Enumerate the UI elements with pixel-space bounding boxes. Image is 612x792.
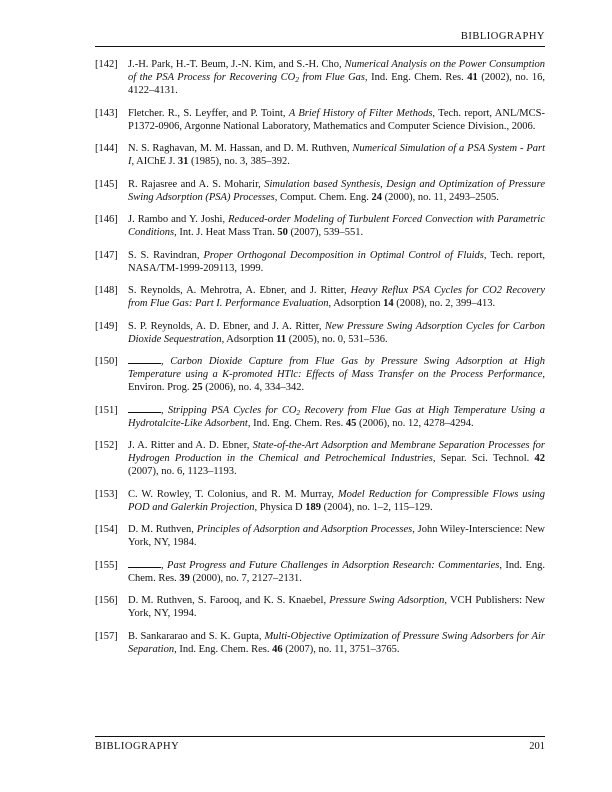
reference-title: State-of-the-Art Adsorption and Membrane Separation Processes for Hydrogen Production in the Chemical and Petrochemical Industries [128, 440, 545, 464]
reference-text: S. P. Reynolds, A. D. Ebner, and J. A. Ritter, [128, 320, 325, 332]
entry-label: [155] [95, 559, 118, 571]
entry-text [128, 355, 545, 394]
reference-text: , Environ. Prog. [128, 369, 545, 393]
reference-text: (2004), no. 1–2, 115–129. [320, 501, 433, 513]
bibliography-entry [95, 488, 545, 514]
reference-text: (2002), no. 16, 4122–4131. [128, 72, 546, 96]
bibliography-entry [95, 107, 545, 133]
reference-title: Reduced-order Modeling of Turbulent Forced Convection with Parametric Conditions [128, 214, 545, 238]
entry-label: [156] [95, 595, 118, 606]
reference-text: B. Sankararao and S. K. Gupta, [128, 630, 265, 642]
reference-text: Fletcher. R., S. Leyffer, and P. Toint, [128, 107, 289, 119]
entry-label: [142] [95, 59, 118, 70]
reference-text: (1985), no. 3, 385–392. [188, 156, 290, 167]
repeated-author-dash [128, 566, 161, 568]
entry-label: [157] [95, 630, 118, 642]
entry-text [128, 630, 545, 656]
reference-text: , Physica D [254, 501, 306, 513]
reference-title: from Flue Gas [298, 72, 365, 83]
reference-text: N. S. Raghavan, M. M. Hassan, and D. M. Ruthven, [128, 143, 353, 154]
page-number: 201 [529, 741, 545, 752]
entry-text [128, 404, 545, 430]
volume-number: 11 [276, 333, 287, 345]
reference-text: D. M. Ruthven, S. Farooq, and K. S. Knaebel, [128, 595, 330, 606]
entry-text [128, 213, 545, 239]
reference-title: Numerical Simulation of a PSA System - Part I [128, 143, 545, 167]
reference-title: Pressure Swing Adsorption [329, 595, 445, 606]
entry-text [128, 249, 545, 275]
bibliography-entry [95, 559, 545, 585]
bibliography-entry [95, 58, 545, 97]
reference-text: J. A. Ritter and A. D. Ebner, [128, 440, 253, 451]
entry-text [128, 320, 545, 346]
bibliography-entry [95, 594, 545, 620]
reference-text: D. M. Ruthven, [128, 524, 197, 535]
reference-text: , Tech. report, NASA/TM-1999-209113, 1999. [128, 249, 545, 274]
volume-number: 14 [383, 298, 394, 309]
bibliography-entry [95, 320, 545, 346]
reference-text: (2000), no. 11, 2493–2505. [382, 191, 499, 203]
bibliography-entry [95, 439, 545, 478]
entry-text [128, 594, 545, 620]
entry-label: [152] [95, 440, 118, 451]
reference-text: , Comput. Chem. Eng. [274, 191, 372, 203]
entry-label: [145] [95, 178, 118, 190]
volume-number: 45 [345, 417, 357, 429]
entry-text [128, 58, 545, 97]
volume-number: 189 [305, 501, 321, 513]
entry-text [128, 107, 545, 133]
reference-text: (2006), no. 4, 334–342. [202, 382, 305, 393]
header-rule [95, 46, 545, 47]
volume-number: 25 [192, 382, 203, 393]
reference-title: Recovery from Flue Gas at High Temperature Using a Hydrotalcite-Like Adsorbent [128, 404, 545, 429]
reference-text: R. Rajasree and A. S. Moharir, [128, 178, 265, 190]
repeated-author-dash [128, 411, 161, 413]
reference-text: , Adsorption [328, 298, 384, 309]
page-footer [95, 736, 545, 753]
reference-text: (2008), no. 2, 399–413. [393, 298, 496, 309]
reference-text: , Tech. report, ANL/MCS-P1372-0906, Argonne National Laboratory, Mathematics and Computer Science Division., 2006. [128, 107, 545, 132]
reference-text: , [161, 356, 171, 367]
reference-title: Multi-Objective Optimization of Pressure Swing Adsorbers for Air Separation [128, 630, 545, 655]
reference-text: , Ind. Eng. Chem. Res. [365, 72, 468, 83]
running-head [95, 30, 545, 43]
bibliography-entry [95, 355, 545, 394]
bibliography-entry [95, 213, 545, 239]
volume-number: 42 [534, 453, 545, 464]
entry-label: [147] [95, 249, 118, 261]
volume-number: 41 [467, 72, 478, 83]
reference-text: S. S. Ravindran, [128, 249, 204, 261]
entry-text [128, 284, 545, 310]
reference-text: J. Rambo and Y. Joshi, [128, 214, 229, 225]
entry-text [128, 142, 545, 168]
reference-title: Numerical Analysis on the Power Consumption of the PSA Process for Recovering CO [128, 59, 546, 83]
reference-text: , Ind. Eng. Chem. Res. [128, 559, 545, 584]
bibliography-list [95, 58, 545, 656]
reference-text: J.-H. Park, H.-T. Beum, J.-N. Kim, and S.-H. Cho, [128, 59, 345, 70]
repeated-author-dash [128, 362, 161, 364]
entry-label: [151] [95, 404, 118, 416]
volume-number: 39 [179, 572, 190, 584]
footer-title: BIBLIOGRAPHY [95, 741, 180, 752]
reference-text: , John Wiley-Interscience: New York, NY, 1984. [128, 524, 546, 548]
reference-title: Model Reduction for Compressible Flows using POD and Galerkin Projection [128, 488, 545, 513]
entry-text [128, 178, 545, 204]
volume-number: 46 [272, 643, 283, 655]
volume-number: 24 [371, 191, 383, 203]
reference-text: , VCH Publishers: New York, NY, 1994. [128, 595, 546, 619]
reference-text: , Ind. Eng. Chem. Res. [174, 643, 273, 655]
reference-text: (2007), 539–551. [287, 227, 364, 238]
reference-text: , [161, 559, 168, 571]
entry-text [128, 559, 545, 585]
reference-text: , Separ. Sci. Technol. [432, 453, 535, 464]
reference-text: S. Reynolds, A. Mehrotra, A. Ebner, and J. Ritter, [128, 285, 351, 296]
header-title: BIBLIOGRAPHY [460, 31, 545, 42]
reference-text: (2006), no. 12, 4278–4294. [356, 417, 474, 429]
entry-label: [148] [95, 285, 118, 296]
bibliography-entry [95, 523, 545, 549]
bibliography-entry [95, 142, 545, 168]
bibliography-entry [95, 178, 545, 204]
entry-label: [146] [95, 214, 118, 225]
subscript-text: 2 [296, 407, 301, 417]
reference-text: , [161, 404, 168, 416]
reference-text: (2000), no. 7, 2127–2131. [189, 572, 302, 584]
volume-number: 31 [177, 156, 189, 167]
reference-title: A Brief History of Filter Methods [288, 107, 433, 119]
reference-text: , Int. J. Heat Mass Tran. [174, 227, 278, 238]
entry-label: [153] [95, 488, 118, 500]
entry-text [128, 439, 545, 478]
entry-label: [154] [95, 524, 118, 535]
reference-text: , Adsorption [221, 333, 277, 345]
reference-text: C. W. Rowley, T. Colonius, and R. M. Murray, [128, 488, 338, 500]
entry-label: [143] [95, 107, 118, 119]
volume-number: 50 [277, 227, 288, 238]
entry-text [128, 523, 545, 549]
entry-label: [144] [95, 143, 118, 154]
bibliography-entry [95, 404, 545, 430]
entry-label: [150] [95, 356, 118, 367]
entry-text [128, 488, 545, 514]
reference-title: Carbon Dioxide Capture from Flue Gas by Pressure Swing Adsorption at High Temperature using a K-promoted HTlc: Effects of Mass Transfer on the Process Performance [128, 356, 546, 380]
reference-title: Proper Orthogonal Decomposition in Optimal Control of Fluids [203, 249, 484, 261]
reference-title: Principles of Adsorption and Adsorption Processes [196, 524, 413, 535]
reference-text: (2007), no. 11, 3751–3765. [282, 643, 400, 655]
bibliography-entry [95, 249, 545, 275]
reference-text: (2005), no. 0, 531–536. [286, 333, 388, 345]
reference-title: Heavy Reflux PSA Cycles for CO2 Recovery from Flue Gas: Part I. Performance Evaluation [128, 285, 545, 309]
reference-title: Simulation based Synthesis, Design and Optimization of Pressure Swing Adsorption (PSA) Processes [128, 178, 545, 203]
reference-text: (2007), no. 6, 1123–1193. [128, 466, 237, 477]
subscript-text: 2 [295, 75, 299, 84]
bibliography-entry [95, 630, 545, 656]
reference-text: , Ind. Eng. Chem. Res. [247, 417, 346, 429]
bibliography-entry [95, 284, 545, 310]
reference-title: Stripping PSA Cycles for CO [167, 404, 297, 416]
entry-label: [149] [95, 320, 118, 332]
reference-text: , AIChE J. [131, 156, 178, 167]
reference-title: New Pressure Swing Adsorption Cycles for Carbon Dioxide Sequestration [128, 320, 545, 345]
reference-title: Past Progress and Future Challenges in Adsorption Research: Commentaries [167, 559, 500, 571]
